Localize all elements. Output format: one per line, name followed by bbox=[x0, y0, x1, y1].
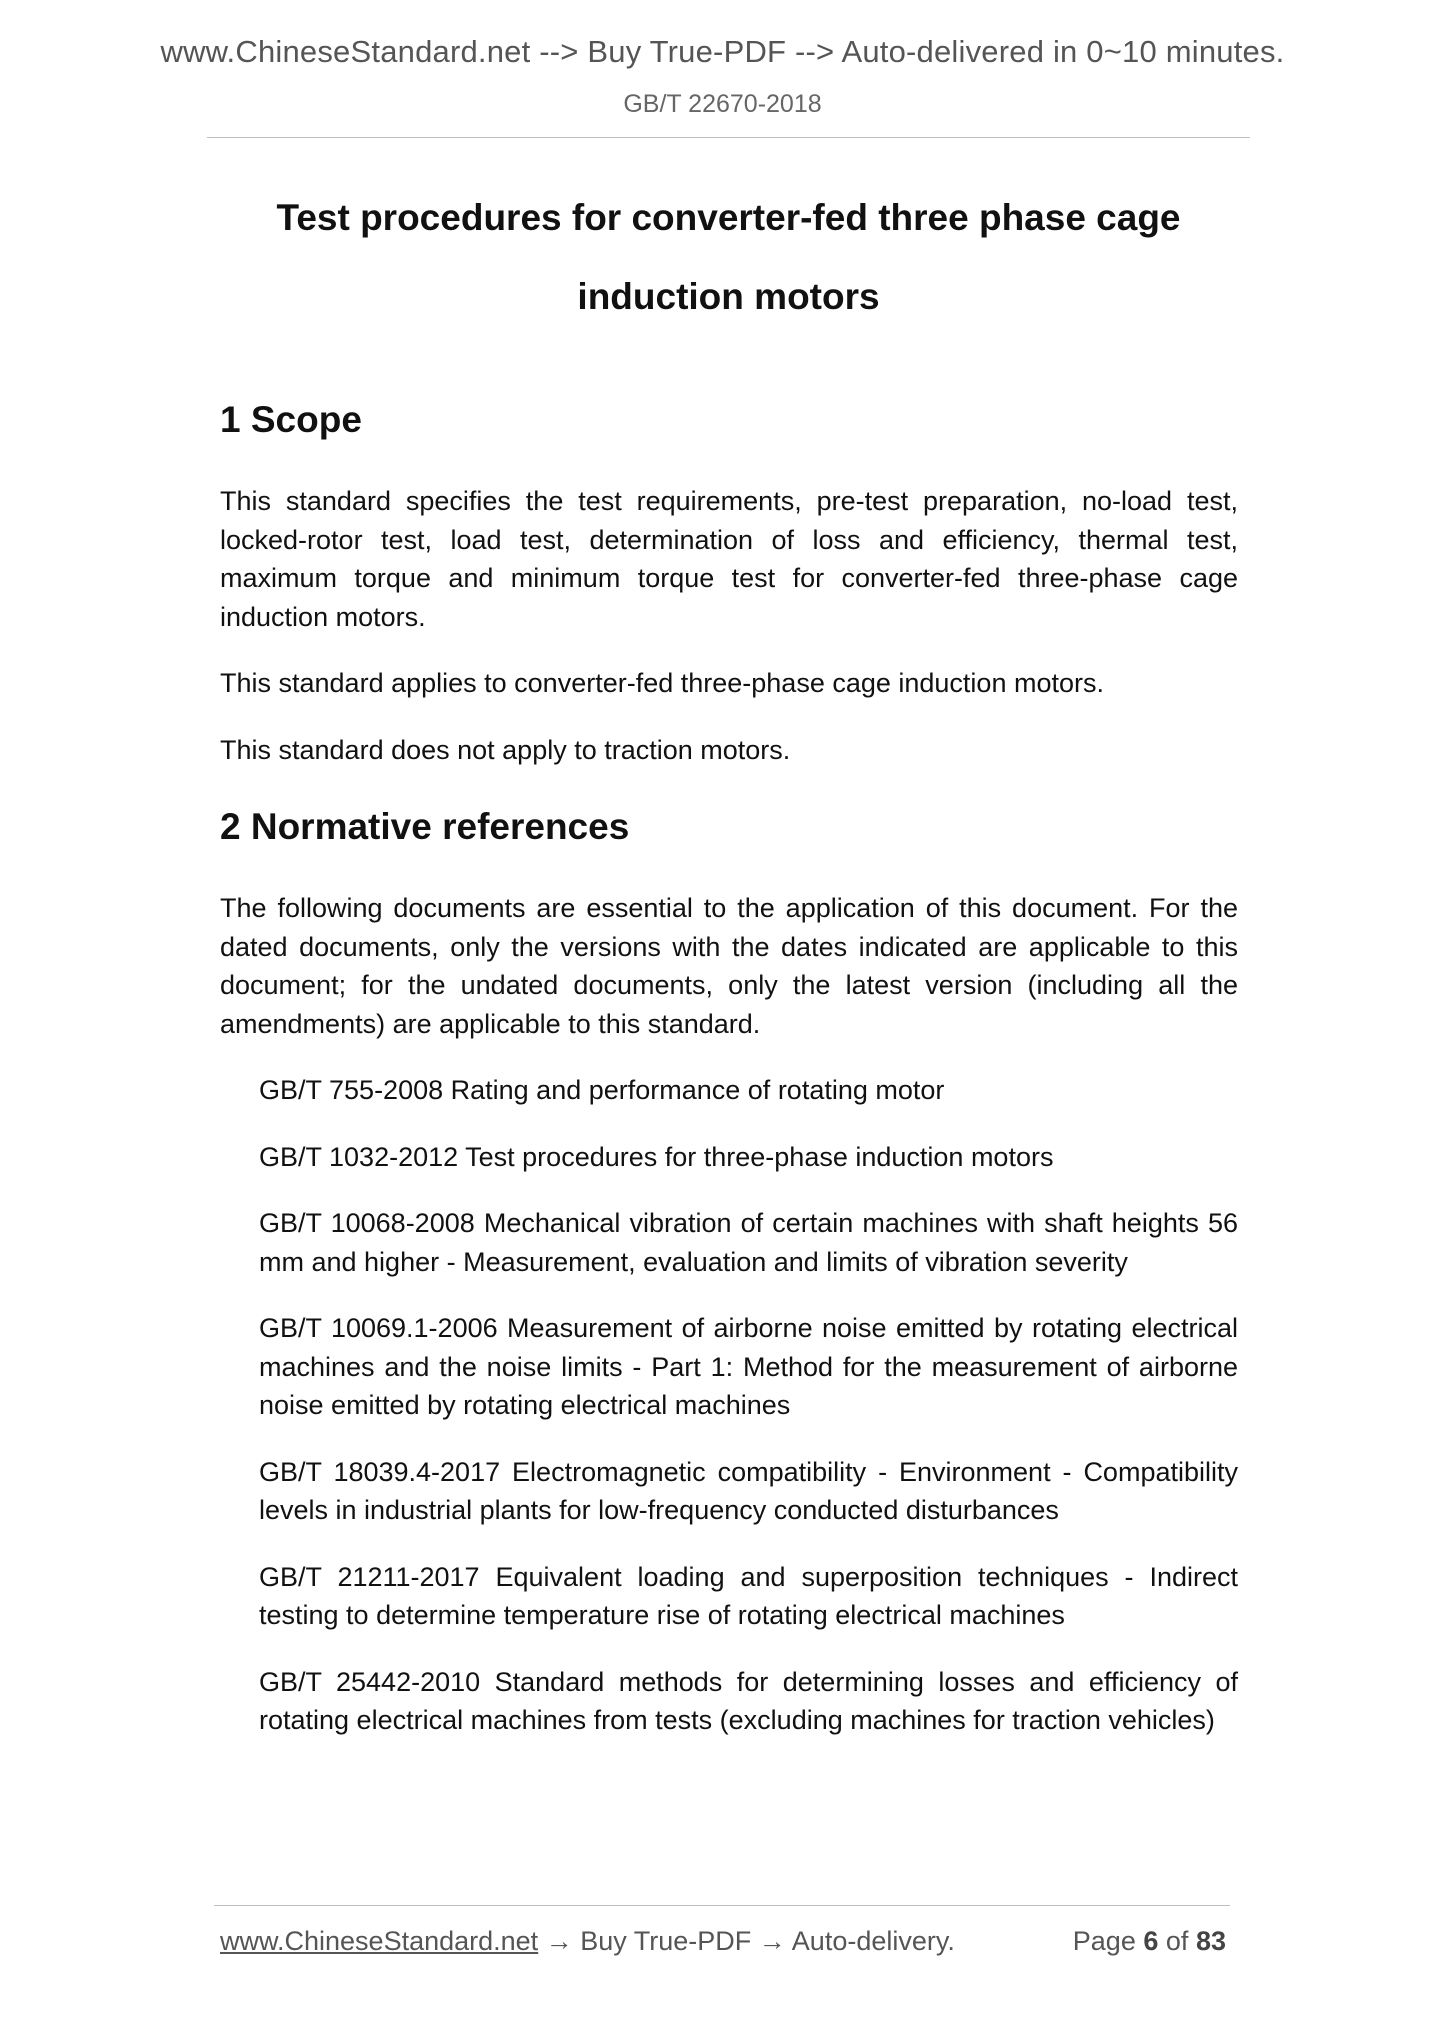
section-heading-scope: 1 Scope bbox=[220, 399, 362, 440]
footer-site-link[interactable]: www.ChineseStandard.net bbox=[220, 1926, 539, 1956]
header-divider bbox=[207, 137, 1250, 138]
page-indicator bbox=[1073, 1926, 1226, 1957]
footer-buy-text: Buy True-PDF bbox=[580, 1926, 752, 1956]
document-id: GB/T 22670-2018 bbox=[623, 90, 822, 118]
arrow-icon: → bbox=[758, 1926, 786, 1956]
footer-divider bbox=[214, 1905, 1230, 1906]
footer-promo bbox=[220, 1926, 955, 1957]
title-line-2: induction motors bbox=[577, 276, 880, 317]
reference-item: GB/T 10069.1-2006 Measurement of airborne noise emitted by rotating electrical machines and the noise limits - Part 1: Method for the measurement of airborne noise emitted by rotating electrical machines bbox=[259, 1313, 1238, 1420]
reference-item: GB/T 21211-2017 Equivalent loading and superposition techniques - Indirect testing to determine temperature rise of rotating electrical machines bbox=[259, 1561, 1238, 1630]
title-line-1: Test procedures for converter-fed three phase cage bbox=[276, 197, 1181, 238]
of-label: of bbox=[1165, 1926, 1189, 1956]
reference-item: GB/T 10068-2008 Mechanical vibration of certain machines with shaft heights 56 mm and higher - Measurement, evaluation and limits of vibration severity bbox=[259, 1208, 1238, 1277]
top-banner: www.ChineseStandard.net --> Buy True-PDF --> Auto-delivered in 0~10 minutes. bbox=[160, 34, 1285, 69]
document-body bbox=[220, 390, 1238, 1768]
section-heading-normative-references: 2 Normative references bbox=[220, 806, 630, 847]
footer-delivery-text: Auto-delivery. bbox=[791, 1926, 955, 1956]
reference-item: GB/T 1032-2012 Test procedures for three-phase induction motors bbox=[259, 1141, 1054, 1172]
reference-item: GB/T 25442-2010 Standard methods for determining losses and efficiency of rotating electrical machines from tests (excluding machines for traction vehicles) bbox=[259, 1666, 1238, 1735]
reference-item: GB/T 18039.4-2017 Electromagnetic compatibility - Environment - Compatibility levels in industrial plants for low-frequency conducted disturbances bbox=[259, 1456, 1238, 1525]
scope-paragraph: This standard does not apply to traction motors. bbox=[220, 734, 791, 765]
reference-item: GB/T 755-2008 Rating and performance of rotating motor bbox=[259, 1075, 945, 1105]
scope-paragraph: This standard specifies the test requirements, pre-test preparation, no-load test, locked-rotor test, load test, determination of loss and efficiency, thermal test, maximum torque and minimum torque test for converter-fed three-phase cage induction motors. bbox=[220, 486, 1238, 632]
document-title bbox=[207, 178, 1250, 336]
page-total: 83 bbox=[1195, 1926, 1226, 1956]
scope-paragraph: This standard applies to converter-fed three-phase cage induction motors. bbox=[220, 668, 1104, 698]
arrow-icon: → bbox=[545, 1926, 573, 1956]
page-number: 6 bbox=[1143, 1926, 1159, 1956]
references-intro: The following documents are essential to the application of this document. For the dated documents, only the versions with the dates indicated are applicable to this document; for the undated documents, only the latest version (including all the amendments) are applicable to this standard. bbox=[220, 893, 1238, 1039]
page-label: Page bbox=[1072, 1926, 1136, 1956]
